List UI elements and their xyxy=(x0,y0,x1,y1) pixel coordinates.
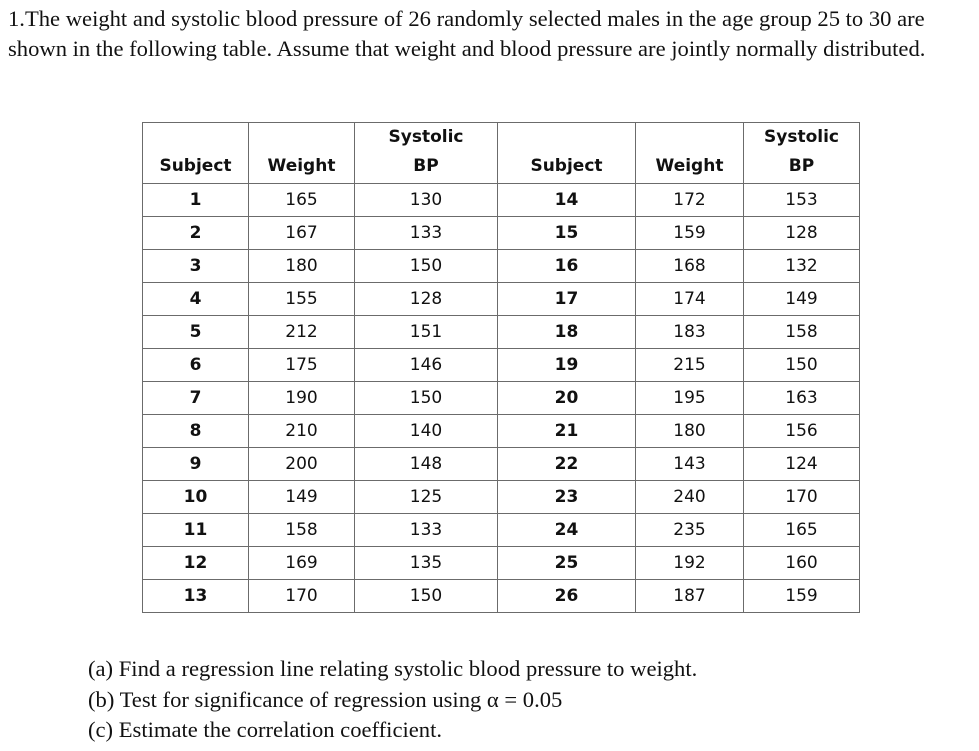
weight-cell: 240 xyxy=(636,481,744,514)
table-row xyxy=(143,547,860,580)
systolic-bp-cell: 128 xyxy=(355,283,498,316)
systolic-bp-cell: 163 xyxy=(744,382,860,415)
weight-cell: 210 xyxy=(249,415,355,448)
problem-intro: 1.The weight and systolic blood pressure of 26 randomly selected males in the age group 25 to 30 are shown in the following table. Assume that weight and blood pressure are jointly normally distributed. xyxy=(8,6,926,61)
weight-cell: 172 xyxy=(636,184,744,217)
systolic-bp-cell: 140 xyxy=(355,415,498,448)
table-row xyxy=(143,283,860,316)
systolic-bp-cell: 149 xyxy=(744,283,860,316)
systolic-bp-cell: 150 xyxy=(744,349,860,382)
table-row xyxy=(143,580,860,613)
subject-cell: 9 xyxy=(143,448,249,481)
weight-cell: 168 xyxy=(636,250,744,283)
systolic-bp-cell: 133 xyxy=(355,217,498,250)
weight-cell: 174 xyxy=(636,283,744,316)
subject-cell: 1 xyxy=(143,184,249,217)
subject-cell: 8 xyxy=(143,415,249,448)
weight-cell: 167 xyxy=(249,217,355,250)
systolic-bp-cell: 156 xyxy=(744,415,860,448)
subject-cell: 13 xyxy=(143,580,249,613)
weight-cell: 180 xyxy=(249,250,355,283)
systolic-bp-cell: 132 xyxy=(744,250,860,283)
weight-cell: 183 xyxy=(636,316,744,349)
table-body xyxy=(143,184,860,613)
systolic-bp-cell: 125 xyxy=(355,481,498,514)
systolic-bp-cell: 150 xyxy=(355,580,498,613)
subject-cell: 11 xyxy=(143,514,249,547)
systolic-bp-cell: 133 xyxy=(355,514,498,547)
weight-cell: 200 xyxy=(249,448,355,481)
systolic-bp-cell: 146 xyxy=(355,349,498,382)
header-bp-line1: Systolic xyxy=(388,127,464,147)
systolic-bp-cell: 153 xyxy=(744,184,860,217)
systolic-bp-cell: 150 xyxy=(355,250,498,283)
systolic-bp-cell: 128 xyxy=(744,217,860,250)
systolic-bp-cell: 135 xyxy=(355,547,498,580)
table-row xyxy=(143,481,860,514)
weight-cell: 180 xyxy=(636,415,744,448)
weight-cell: 195 xyxy=(636,382,744,415)
subject-cell: 7 xyxy=(143,382,249,415)
table-row xyxy=(143,349,860,382)
question-list xyxy=(88,654,697,746)
question-c: (c) Estimate the correlation coefficient. xyxy=(88,717,443,742)
systolic-bp-cell: 148 xyxy=(355,448,498,481)
header-weight-right: Weight xyxy=(636,123,744,184)
weight-cell: 169 xyxy=(249,547,355,580)
subject-cell: 15 xyxy=(498,217,636,250)
subject-cell: 3 xyxy=(143,250,249,283)
weight-cell: 158 xyxy=(249,514,355,547)
table-row xyxy=(143,448,860,481)
systolic-bp-cell: 170 xyxy=(744,481,860,514)
subject-cell: 24 xyxy=(498,514,636,547)
systolic-bp-cell: 151 xyxy=(355,316,498,349)
subject-cell: 4 xyxy=(143,283,249,316)
header-subject-right: Subject xyxy=(498,123,636,184)
subject-cell: 19 xyxy=(498,349,636,382)
weight-cell: 215 xyxy=(636,349,744,382)
weight-cell: 235 xyxy=(636,514,744,547)
weight-cell: 187 xyxy=(636,580,744,613)
table-header-row xyxy=(143,123,860,184)
table-row xyxy=(143,415,860,448)
table-row xyxy=(143,217,860,250)
subject-cell: 5 xyxy=(143,316,249,349)
subject-cell: 20 xyxy=(498,382,636,415)
systolic-bp-cell: 158 xyxy=(744,316,860,349)
weight-cell: 149 xyxy=(249,481,355,514)
header-systolic-bp-right xyxy=(744,123,860,184)
question-b: (b) Test for significance of regression using α = 0.05 xyxy=(88,686,563,712)
systolic-bp-cell: 150 xyxy=(355,382,498,415)
systolic-bp-cell: 124 xyxy=(744,448,860,481)
weight-cell: 165 xyxy=(249,184,355,217)
systolic-bp-cell: 165 xyxy=(744,514,860,547)
subject-cell: 10 xyxy=(143,481,249,514)
table-row xyxy=(143,184,860,217)
table-row xyxy=(143,514,860,547)
systolic-bp-cell: 160 xyxy=(744,547,860,580)
question-a: (a) Find a regression line relating systolic blood pressure to weight. xyxy=(88,656,698,681)
header-subject-left: Subject xyxy=(143,123,249,184)
subject-cell: 23 xyxy=(498,481,636,514)
subject-cell: 21 xyxy=(498,415,636,448)
systolic-bp-cell: 159 xyxy=(744,580,860,613)
table-row xyxy=(143,382,860,415)
header-bp-line1: Systolic xyxy=(764,127,839,147)
subject-cell: 2 xyxy=(143,217,249,250)
weight-cell: 159 xyxy=(636,217,744,250)
subject-cell: 14 xyxy=(498,184,636,217)
data-table xyxy=(142,122,860,613)
subject-cell: 16 xyxy=(498,250,636,283)
weight-cell: 212 xyxy=(249,316,355,349)
systolic-bp-cell: 130 xyxy=(355,184,498,217)
header-systolic-bp-left xyxy=(355,123,498,184)
weight-cell: 170 xyxy=(249,580,355,613)
weight-cell: 175 xyxy=(249,349,355,382)
subject-cell: 17 xyxy=(498,283,636,316)
table-row xyxy=(143,316,860,349)
weight-cell: 190 xyxy=(249,382,355,415)
subject-cell: 26 xyxy=(498,580,636,613)
table-row xyxy=(143,250,860,283)
subject-cell: 18 xyxy=(498,316,636,349)
weight-cell: 192 xyxy=(636,547,744,580)
subject-cell: 25 xyxy=(498,547,636,580)
weight-cell: 155 xyxy=(249,283,355,316)
subject-cell: 12 xyxy=(143,547,249,580)
header-bp-line2: BP xyxy=(413,156,439,176)
header-weight-left: Weight xyxy=(249,123,355,184)
subject-cell: 22 xyxy=(498,448,636,481)
subject-cell: 6 xyxy=(143,349,249,382)
weight-cell: 143 xyxy=(636,448,744,481)
header-bp-line2: BP xyxy=(788,156,815,176)
